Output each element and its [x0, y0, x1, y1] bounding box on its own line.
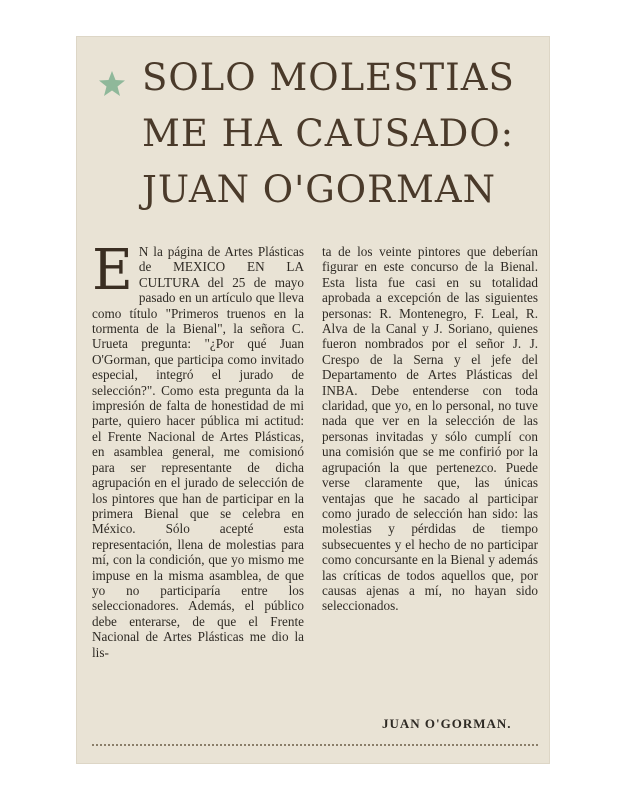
bottom-divider: [92, 744, 538, 746]
article-column-right: [322, 244, 538, 614]
drop-cap: E: [92, 238, 133, 303]
article-text-right: ta de los veinte pintores que deberían figurar en este concurso de la Bienal. Esta lista fue casi en su totalidad aprobada a excepción de las siguientes personas: R. Montenegro, F. Leal, R. Alva de la Canal y J. Soriano, quienes fueron nombrados por el señor J. J. Crespo de la Serna y el jefe del Departamento de Artes Plásticas del INBA. Debe entenderse con toda claridad, que yo, en lo personal, no tuve nada que ver en la selección de las personas invitadas y sólo cumplí con una comisión que se me confirió por la agrupación la que pertenezco. Puede verse claramente que, las únicas ventajas que he sacado al participar como jurado de selección han sido: las molestias y pérdidas de tiempo subsecuentes y el hecho de no participar como concursante en la Bienal y además las críticas de todos aquellos que, por causas ajenas a mí, no hayan sido seleccionados.: [322, 244, 538, 614]
headline-line-1: SOLO MOLESTIAS: [142, 56, 515, 99]
star-icon: [98, 70, 126, 98]
article-column-left: [92, 238, 304, 660]
headline-line-3: JUAN O'GORMAN: [142, 168, 496, 211]
signature: JUAN O'GORMAN.: [382, 716, 512, 731]
newspaper-clipping: [76, 36, 550, 764]
article-text-left: N la página de Artes Plásticas de MEXICO EN LA CULTURA del 25 de mayo pasado en un artículo que lleva como título "Primeros truenos en la tormenta de la Bienal", la señora C. Urueta pregunta: "¿Por qué Juan O'Gorman, que participa como invitado especial, integró el jurado de selección?". Como esta pregunta da la impresión de falta de honestidad de mi parte, quiero hacer pública mi actitud: el Frente Nacional de Artes Plásticas, en asamblea general, me comisionó para ser representante de dicha agrupación en el jurado de selección de los pintores que han de participar en la primera Bienal que se celebra en México. Sólo acepté esta representación, llena de molestias para mí, con la condición, que yo mismo me impuse en la misma asamblea, de que yo no participaría entre los seleccionadores. Además, el público debe enterarse, de que el Frente Nacional de Artes Plásticas me dio la lis-: [92, 244, 304, 660]
headline: [142, 50, 542, 218]
headline-line-2: ME HA CAUSADO:: [142, 112, 515, 155]
